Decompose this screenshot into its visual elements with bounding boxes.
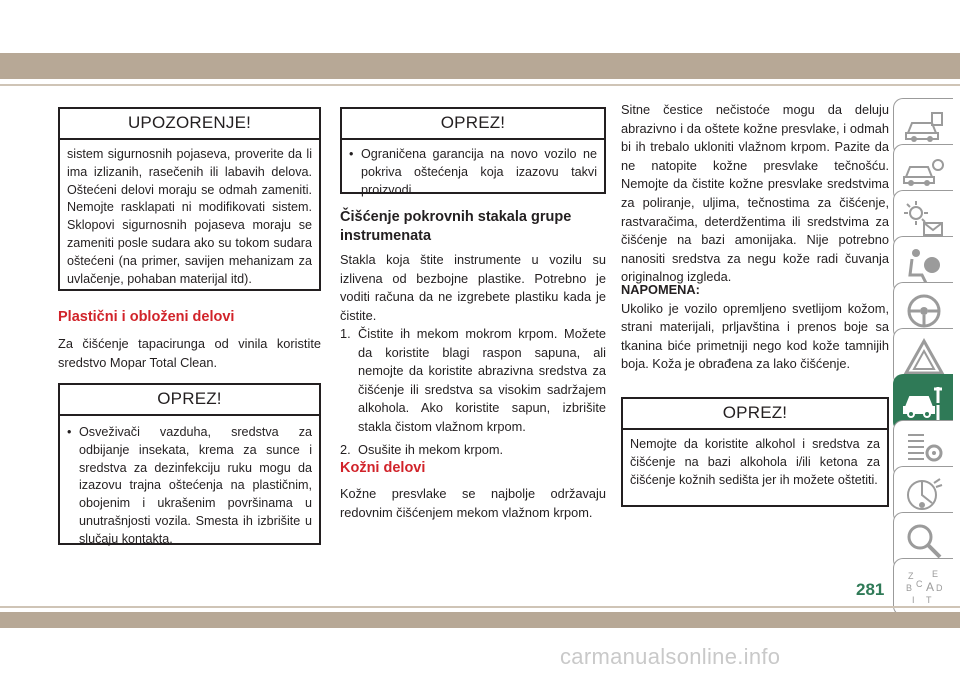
- cleaning-steps: [340, 325, 606, 459]
- note-block: [621, 281, 889, 374]
- section-heading-instrument-glass: Čišćenje pokrovnih stakala grupe instrumenata: [340, 209, 572, 244]
- step-number: 2.: [340, 441, 351, 457]
- caution-text-1: Osveživači vazduha, sredstva za odbijanje insekata, krema za sunce i sredstva za dezinfekciju ruku mogu da izazovu trajna oštećenja na plastičnim, obojenim i ukrašenim površinama u unutrašnjosti vozila. Smesta ih izbrišite u slučaju kontakta.: [79, 425, 312, 546]
- step-item: [340, 325, 606, 437]
- index-letter: T: [925, 595, 931, 605]
- section-heading-plastic: Plastični i obloženi delovi: [58, 309, 235, 325]
- warning-lights-icon: [902, 197, 946, 241]
- caution-body-2: [342, 140, 604, 205]
- search-icon: [902, 519, 946, 563]
- warning-text: sistem sigurnosnih pojaseva, proverite da li ima izlizanih, rasečenih ili labavih delova. Oštećeni delovi moraju se odmah zameniti. Nemojte rasklapati ni modifikovati sistem. Sklopovi sigurnosnih pojaseva moraju se zameniti posle sudara ako su tokom sudara oštećeni (na primer, savijen mehanizam za uvlačenje, pohaban materijal itd).: [67, 147, 312, 286]
- page-number: 281: [856, 580, 885, 599]
- index-letter: Z: [907, 571, 913, 581]
- index-letter: B: [905, 583, 912, 593]
- top-divider-line: [0, 84, 960, 86]
- caution-text-3: Nemojte da koristite alkohol i sredstva za čišćenje na bazi alkohola i/ili ketona za čišćenje kožnih sedišta jer ih možete oštetiti.: [630, 437, 880, 487]
- instrument-glass-paragraph: Stakla koja štite instrumente u vozilu su izlivena od bezbojne plastike. Potrebno je voditi računa da ne izgrebete plastiku kada je čistite.: [340, 252, 606, 323]
- index-letter: D: [935, 583, 942, 593]
- caution-text-2: Ograničena garancija na novo vozilo ne pokriva oštećenja koja izazovu takvi proizvodi.: [361, 147, 597, 197]
- bottom-decorative-band: [0, 612, 960, 628]
- caution-bullet-item: [67, 424, 312, 549]
- caution-body-1: [60, 416, 319, 555]
- note-text: Ukoliko je vozilo opremljeno svetlijom kožom, strani materijali, prljavština i prenos boje sa tkanina biće primetniji nego kod kože tamnijih boja. Koža je obrađena za lako čišćenje.: [621, 300, 889, 372]
- warning-title: UPOZORENJE!: [60, 109, 319, 140]
- step-text: Čistite ih mekom mokrom krpom. Možete da koristite blagi raspon sapuna, ali nemojte da koristite abrazivna sredstva za čišćenje ili sredstva sa visokim sadržajem alkohola. Ako koristite sapun, izbrišite stakla čistom vlažnom krpom.: [358, 326, 606, 434]
- leather-paragraph: Kožne presvlake se najbolje održavaju redovnim čišćenjem mekom vlažnom krpom.: [340, 486, 606, 520]
- hazard-triangle-icon: [902, 335, 946, 379]
- index-letter: E: [931, 569, 938, 579]
- plastic-paragraph: Za čišćenje tapacirunga od vinila koristite sredstvo Mopar Total Clean.: [58, 336, 321, 370]
- watermark: carmanualsonline.info: [560, 644, 781, 669]
- step-text: Osušite ih mekom krpom.: [358, 441, 504, 457]
- caution-bullet-item: [349, 146, 597, 199]
- index-letter: C: [915, 579, 922, 589]
- multimedia-icon: [902, 473, 946, 517]
- bottom-divider-line: [0, 606, 960, 608]
- section-heading-leather: Kožni delovi: [340, 460, 426, 476]
- bullet-dot: •: [349, 147, 354, 161]
- caution-title-2: OPREZ!: [342, 109, 604, 140]
- step-number: 1.: [340, 326, 351, 341]
- index-letter: I: [911, 595, 915, 605]
- top-decorative-band: [0, 53, 960, 79]
- car-key-icon: [902, 151, 946, 195]
- note-title: NAPOMENA:: [621, 282, 700, 297]
- caution-box-3: [621, 397, 889, 507]
- specs-gear-icon: [902, 427, 946, 471]
- caution-box-1: [58, 383, 321, 545]
- caution-title-1: OPREZ!: [60, 385, 319, 416]
- leather-care-paragraph: Sitne čestice nečistoće mogu da deluju abrazivno i da oštete kožne presvlake, i odmah bi ih trebalo ukloniti vlažnom krpom. Pazite da ne natopite kožne presvlake tečnošću. Nemojte da čistite kožne presvlake sredstvima za poliranje, uljima, tečnostima za čišćenje, rastvaračima, deterdžentima ili sredstvima za čišćenje na bazi amonijaka. Nije potrebno nanositi sredstva za negu kože radi čuvanja originalnog izgleda.: [621, 102, 889, 285]
- warning-box: [58, 107, 321, 291]
- caution-title-3: OPREZ!: [623, 399, 887, 430]
- step-item: [340, 441, 606, 460]
- car-info-icon: [902, 105, 946, 149]
- car-service-icon: [902, 381, 946, 425]
- index-letter: A: [925, 580, 934, 594]
- index-az-icon: [902, 565, 946, 609]
- caution-box-2: [340, 107, 606, 197]
- airbag-safety-icon: [902, 243, 946, 287]
- steering-wheel-icon: [902, 289, 946, 333]
- bullet-dot: •: [67, 425, 72, 439]
